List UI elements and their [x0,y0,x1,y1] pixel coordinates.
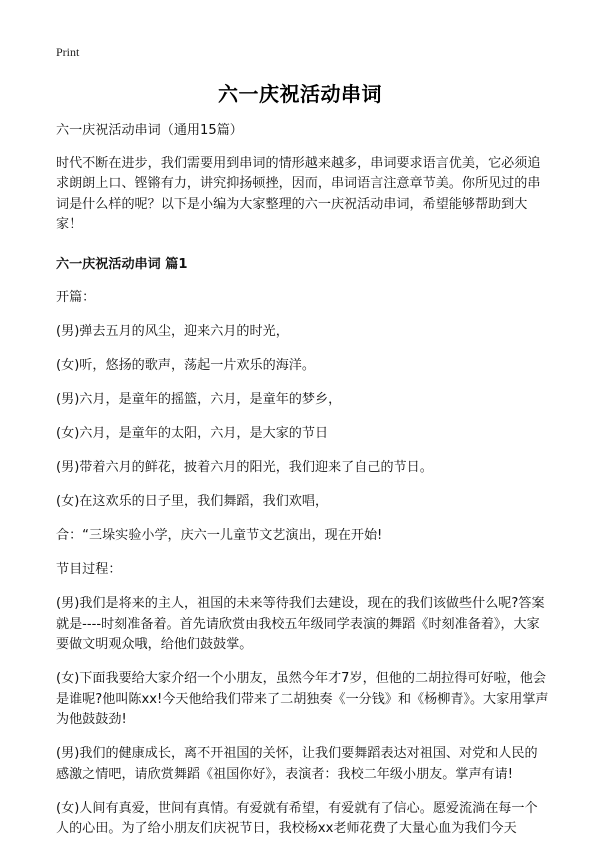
paragraph-program-label: 节目过程： [56,562,122,577]
section-heading: 六一庆祝活动串词 篇1 [56,256,188,272]
script-line: 合：“三垛实验小学，庆六一儿童节文艺演出，现在开始! [56,528,383,543]
script-line: (女)在这欢乐的日子里，我们舞蹈，我们欢唱， [56,494,329,509]
script-paragraph: (女)人间有真爱，世间有真情。有爱就有希望，有爱就有了信心。愿爱流淌在每一个人的心田。为了给小朋友们庆祝节日，我校杨xx老师花费了大量心血为我们今天 [56,800,538,836]
page-title: 六一庆祝活动串词 [218,82,382,106]
script-paragraph: (男)我们是将来的主人，祖国的未来等待我们去建设，现在的我们该做些什么呢?答案就是----时刻准备着。首先请欣赏由我校五年级同学表演的舞蹈《时刻准备着》，大家要做文明观众哦，给他们鼓鼓掌。 [56,596,545,652]
script-line: (男)带着六月的鲜花，披着六月的阳光，我们迎来了自己的节日。 [56,460,433,475]
script-paragraph: (男)我们的健康成长，离不开祖国的关怀，让我们要舞蹈表达对祖国、对党和人民的感激之情吧，请欣赏舞蹈《祖国你好》，表演者：我校二年级小朋友。掌声有请! [56,746,538,782]
paragraph-opening-label: 开篇： [56,290,96,305]
script-line: (女)听，悠扬的歌声，荡起一片欢乐的海洋。 [56,358,315,373]
script-line: (男)六月，是童年的摇篮，六月，是童年的梦乡， [56,392,342,407]
intro-paragraph: 时代不断在进步，我们需要用到串词的情形越来越多，串词要求语言优美，它必须追求朗朗上口、铿锵有力，讲究抑扬顿挫，因而，串词语言注意章节美。你所见过的串词是什么样的呢？以下是小编为大家整理的六一庆祝活动串词，希望能够帮助到大家！ [56,155,541,232]
script-line: (女)六月，是童年的太阳，六月，是大家的节日 [56,426,329,441]
document-body [56,121,550,853]
script-paragraph: (女)下面我要给大家介绍一个小朋友，虽然今年才7岁，但他的二胡拉得可好啦，他会是谁呢?他叫陈xx!今天他给我们带来了二胡独奏《一分钱》和《杨柳青》。大家用掌声为他鼓鼓劲! [56,671,549,727]
script-line: (男)弹去五月的风尘，迎来六月的时光， [56,324,289,339]
document-subtitle: 六一庆祝活动串词（通用15篇） [56,123,243,138]
print-label: Print [56,45,80,59]
